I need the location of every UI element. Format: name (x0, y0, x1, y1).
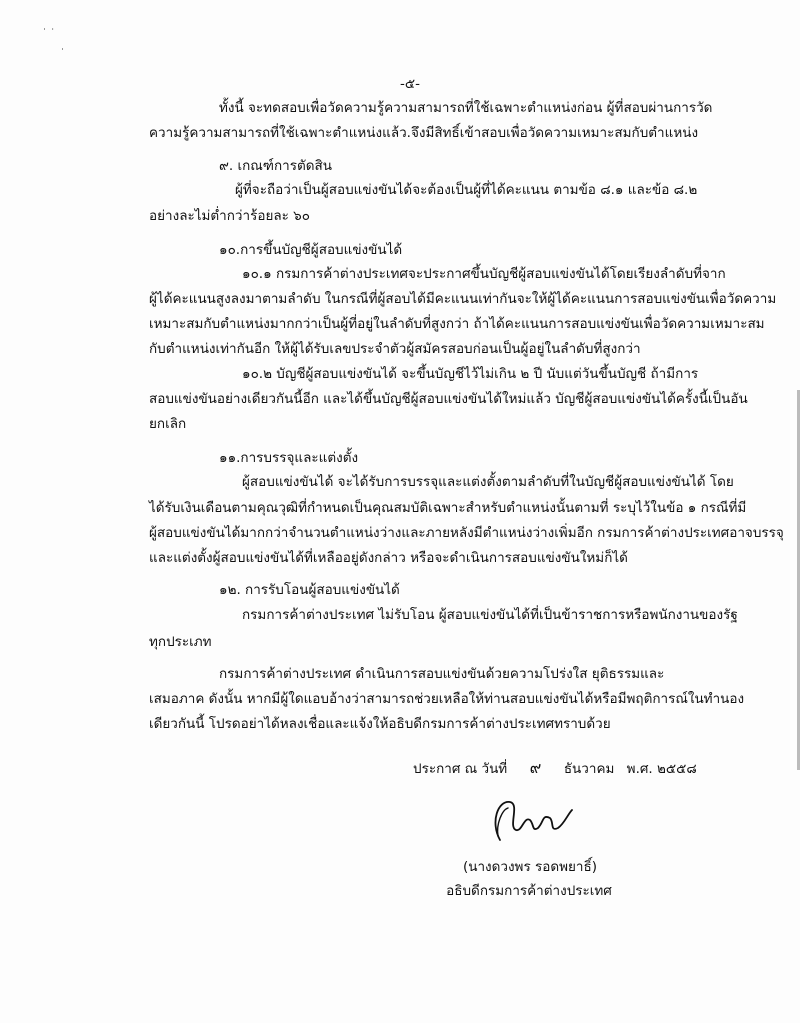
intro-line-1: ทั้งนี้ จะทดสอบเพื่อวัดความรู้ความสามารถที่ใช้เฉพาะตำแหน่งก่อน ผู้ที่สอบผ่านการวัด (219, 100, 713, 116)
closing-line-3: เดียวกันนี้ โปรดอย่าได้หลงเชื่อและแจ้งให้อธิบดีกรมการค้าต่างประเทศทราบด้วย (149, 716, 611, 732)
section-10-1-line-1: ๑๐.๑ กรมการค้าต่างประเทศจะประกาศขึ้นบัญชีผู้สอบแข่งขันได้โดยเรียงลำดับที่จาก (242, 266, 726, 282)
announcement-date (413, 760, 697, 777)
scan-speck: ˙ (60, 48, 65, 59)
announcement-year: พ.ศ. ๒๕๕๘ (626, 761, 697, 777)
section-10-2-line-2: สอบแข่งขันอย่างเดียวกันนี้อีก และได้ขึ้นบัญชีผู้สอบแข่งขันได้ใหม่แล้ว บัญชีผู้สอบแข่งขันได้ครั้งนี้เป็นอัน (149, 391, 748, 407)
signatory-title: อธิบดีกรมการค้าต่างประเทศ (446, 883, 612, 899)
section-12-line-1: กรมการค้าต่างประเทศ ไม่รับโอน ผู้สอบแข่งขันได้ที่เป็นข้าราชการหรือพนักงานของรัฐ (242, 607, 738, 623)
announcement-month: ธันวาคม (563, 761, 615, 777)
closing-line-2: เสมอภาค ดังนั้น หากมีผู้ใดแอบอ้างว่าสามารถช่วยเหลือให้ท่านสอบแข่งขันได้หรือมีพฤติการณ์ในทำนอง (149, 691, 745, 707)
section-12-line-2: ทุกประเภท (149, 634, 212, 650)
intro-line-2: ความรู้ความสามารถที่ใช้เฉพาะตำแหน่งแล้ว.จึงมีสิทธิ์เข้าสอบเพื่อวัดความเหมาะสมกับตำแหน่ง (149, 125, 699, 141)
section-10-1-line-2: ผู้ได้คะแนนสูงลงมาตามลำดับ ในกรณีที่ผู้สอบได้มีคะแนนเท่ากันจะให้ผู้ได้คะแนนการสอบแข่งขันเพื่อวัดความ (149, 291, 777, 307)
section-11-line-2: ได้รับเงินเดือนตามคุณวุฒิที่กำหนดเป็นคุณสมบัติเฉพาะสำหรับตำแหน่งนั้นตามที่ ระบุไว้ในข้อ ๑ กรณีที่มี (149, 500, 747, 516)
section-10-2-line-1: ๑๐.๒ บัญชีผู้สอบแข่งขันได้ จะขึ้นบัญชีไว้ไม่เกิน ๒ ปี นับแต่วันขึ้นบัญชี ถ้ามีการ (242, 366, 699, 382)
section-11-line-3: ผู้สอบแข่งขันได้มากกว่าจำนวนตำแหน่งว่างและภายหลังมีตำแหน่งว่างเพิ่มอีก กรมการค้าต่างประเทศอาจบรรจุ (149, 525, 784, 541)
announcement-day: ๙ (529, 758, 542, 777)
section-10-heading: ๑๐.การขึ้นบัญชีผู้สอบแข่งขันได้ (219, 242, 403, 258)
section-9-line-2: อย่างละไม่ต่ำกว่าร้อยละ ๖๐ (149, 208, 310, 224)
section-9-heading: ๙. เกณฑ์การตัดสิน (219, 158, 332, 174)
section-9-line-1: ผู้ที่จะถือว่าเป็นผู้สอบแข่งขันได้จะต้องเป็นผู้ที่ได้คะแนน ตามข้อ ๘.๑ และข้อ ๘.๒ (235, 182, 698, 198)
closing-line-1: กรมการค้าต่างประเทศ ดำเนินการสอบแข่งขันด้วยความโปร่งใส ยุติธรรมและ (219, 666, 665, 682)
signatory-name: (นางดวงพร รอดพยาธิ์) (462, 859, 598, 875)
announcement-prefix: ประกาศ ณ วันที่ (413, 761, 508, 777)
signature-image (480, 792, 580, 847)
section-10-2-line-3: ยกเลิก (149, 416, 187, 432)
scan-speck: ˙ ˙ (42, 28, 56, 39)
section-11-line-1: ผู้สอบแข่งขันได้ จะได้รับการบรรจุและแต่งตั้งตามลำดับที่ในบัญชีผู้สอบแข่งขันได้ โดย (242, 474, 734, 490)
page-number: -๕- (400, 76, 420, 92)
section-12-heading: ๑๒. การรับโอนผู้สอบแข่งขันได้ (219, 582, 400, 598)
section-10-1-line-4: กับตำแหน่งเท่ากันอีก ให้ผู้ได้รับเลขประจำตัวผู้สมัครสอบก่อนเป็นผู้อยู่ในลำดับที่สูงกว่า (149, 341, 641, 357)
section-11-line-4: และแต่งตั้งผู้สอบแข่งขันได้ที่เหลืออยู่ดังกล่าว หรือจะดำเนินการสอบแข่งขันใหม่ก็ได้ (149, 550, 628, 566)
section-10-1-line-3: เหมาะสมกับตำแหน่งมากกว่าเป็นผู้ที่อยู่ในลำดับที่สูงกว่า ถ้าได้คะแนนการสอบแข่งขันเพื่อวัดความเหมาะสม (149, 316, 765, 332)
section-11-heading: ๑๑.การบรรจุและแต่งตั้ง (219, 450, 359, 466)
